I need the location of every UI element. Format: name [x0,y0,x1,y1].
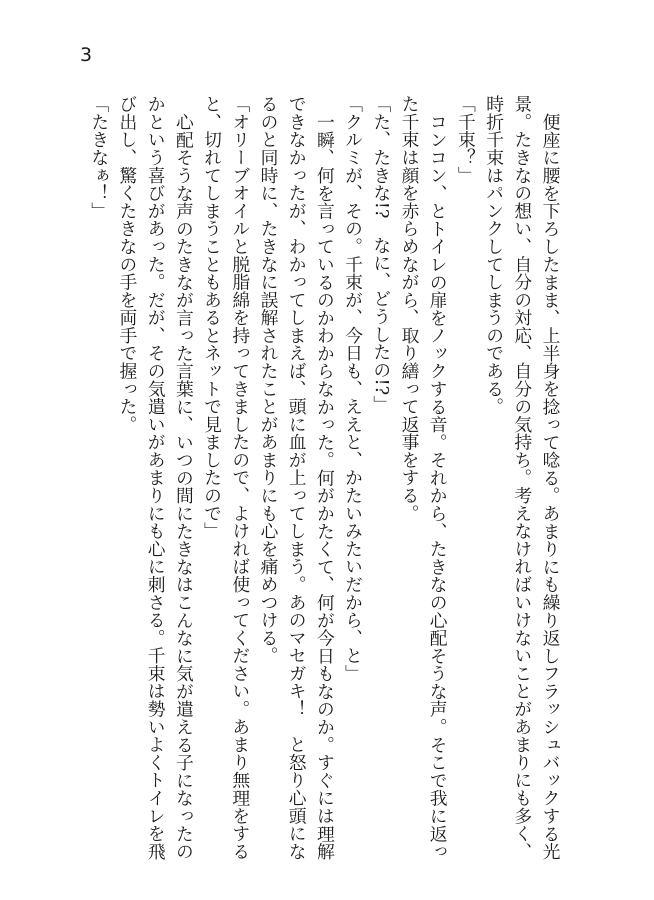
paragraph: 一瞬、何を言っているのかわからなかった。何がかたくて、何が今日もなのか。すぐには理解できなかったが、わかってしまえば、頭に血が上ってしまう。あのマセガキ！ と怒り心頭になるのと同時に、たきなに誤解されたことがあまりにも心を痛めつける。 [257,95,336,860]
dialogue-line: 「た、たきな!? なに、どうしたの!?」 [370,95,392,413]
paragraph: 便座に腰を下ろしたまま、上半身を捻って唸る。あまりにも繰り返しフラッシュバックする光景。たきなの想い、自分の対応、自分の気持ち。考えなければいけないことがあまりにも多く、時折千束はパンクしてしまうのである。 [483,95,561,860]
dialogue-line: 「クルミが、その。千束が、今日も、ええと、かたいみたいだから、と」 [342,95,364,683]
paragraph: 心配そうな声のたきなが言った言葉に、いつの間にたきなはこんなに気が遣える子になったのかという喜びがあった。だが、その気遣いがあまりにも心に刺さる。千束は勢いよくトイレを飛び出し、驚くたきなの手を両手で握った。 [116,95,195,860]
vertical-body-text [84,95,564,875]
dialogue-line: 「たきなぁ！」 [88,95,110,220]
dialogue-line: 「オリーブオイルと脱脂綿を持ってきましたので、よければ使ってください。あまり無理をすると、切れてしまうこともあるとネットで見ましたので」 [201,95,251,860]
dialogue-line: 「千束？」 [455,95,477,184]
page-number: 3 [80,44,93,66]
paragraph: コンコン、とトイレの扉をノックする音。それから、たきなの心配そうな声。そこで我に返った千束は顔を赤らめながら、取り繕って返事をする。 [398,95,449,860]
